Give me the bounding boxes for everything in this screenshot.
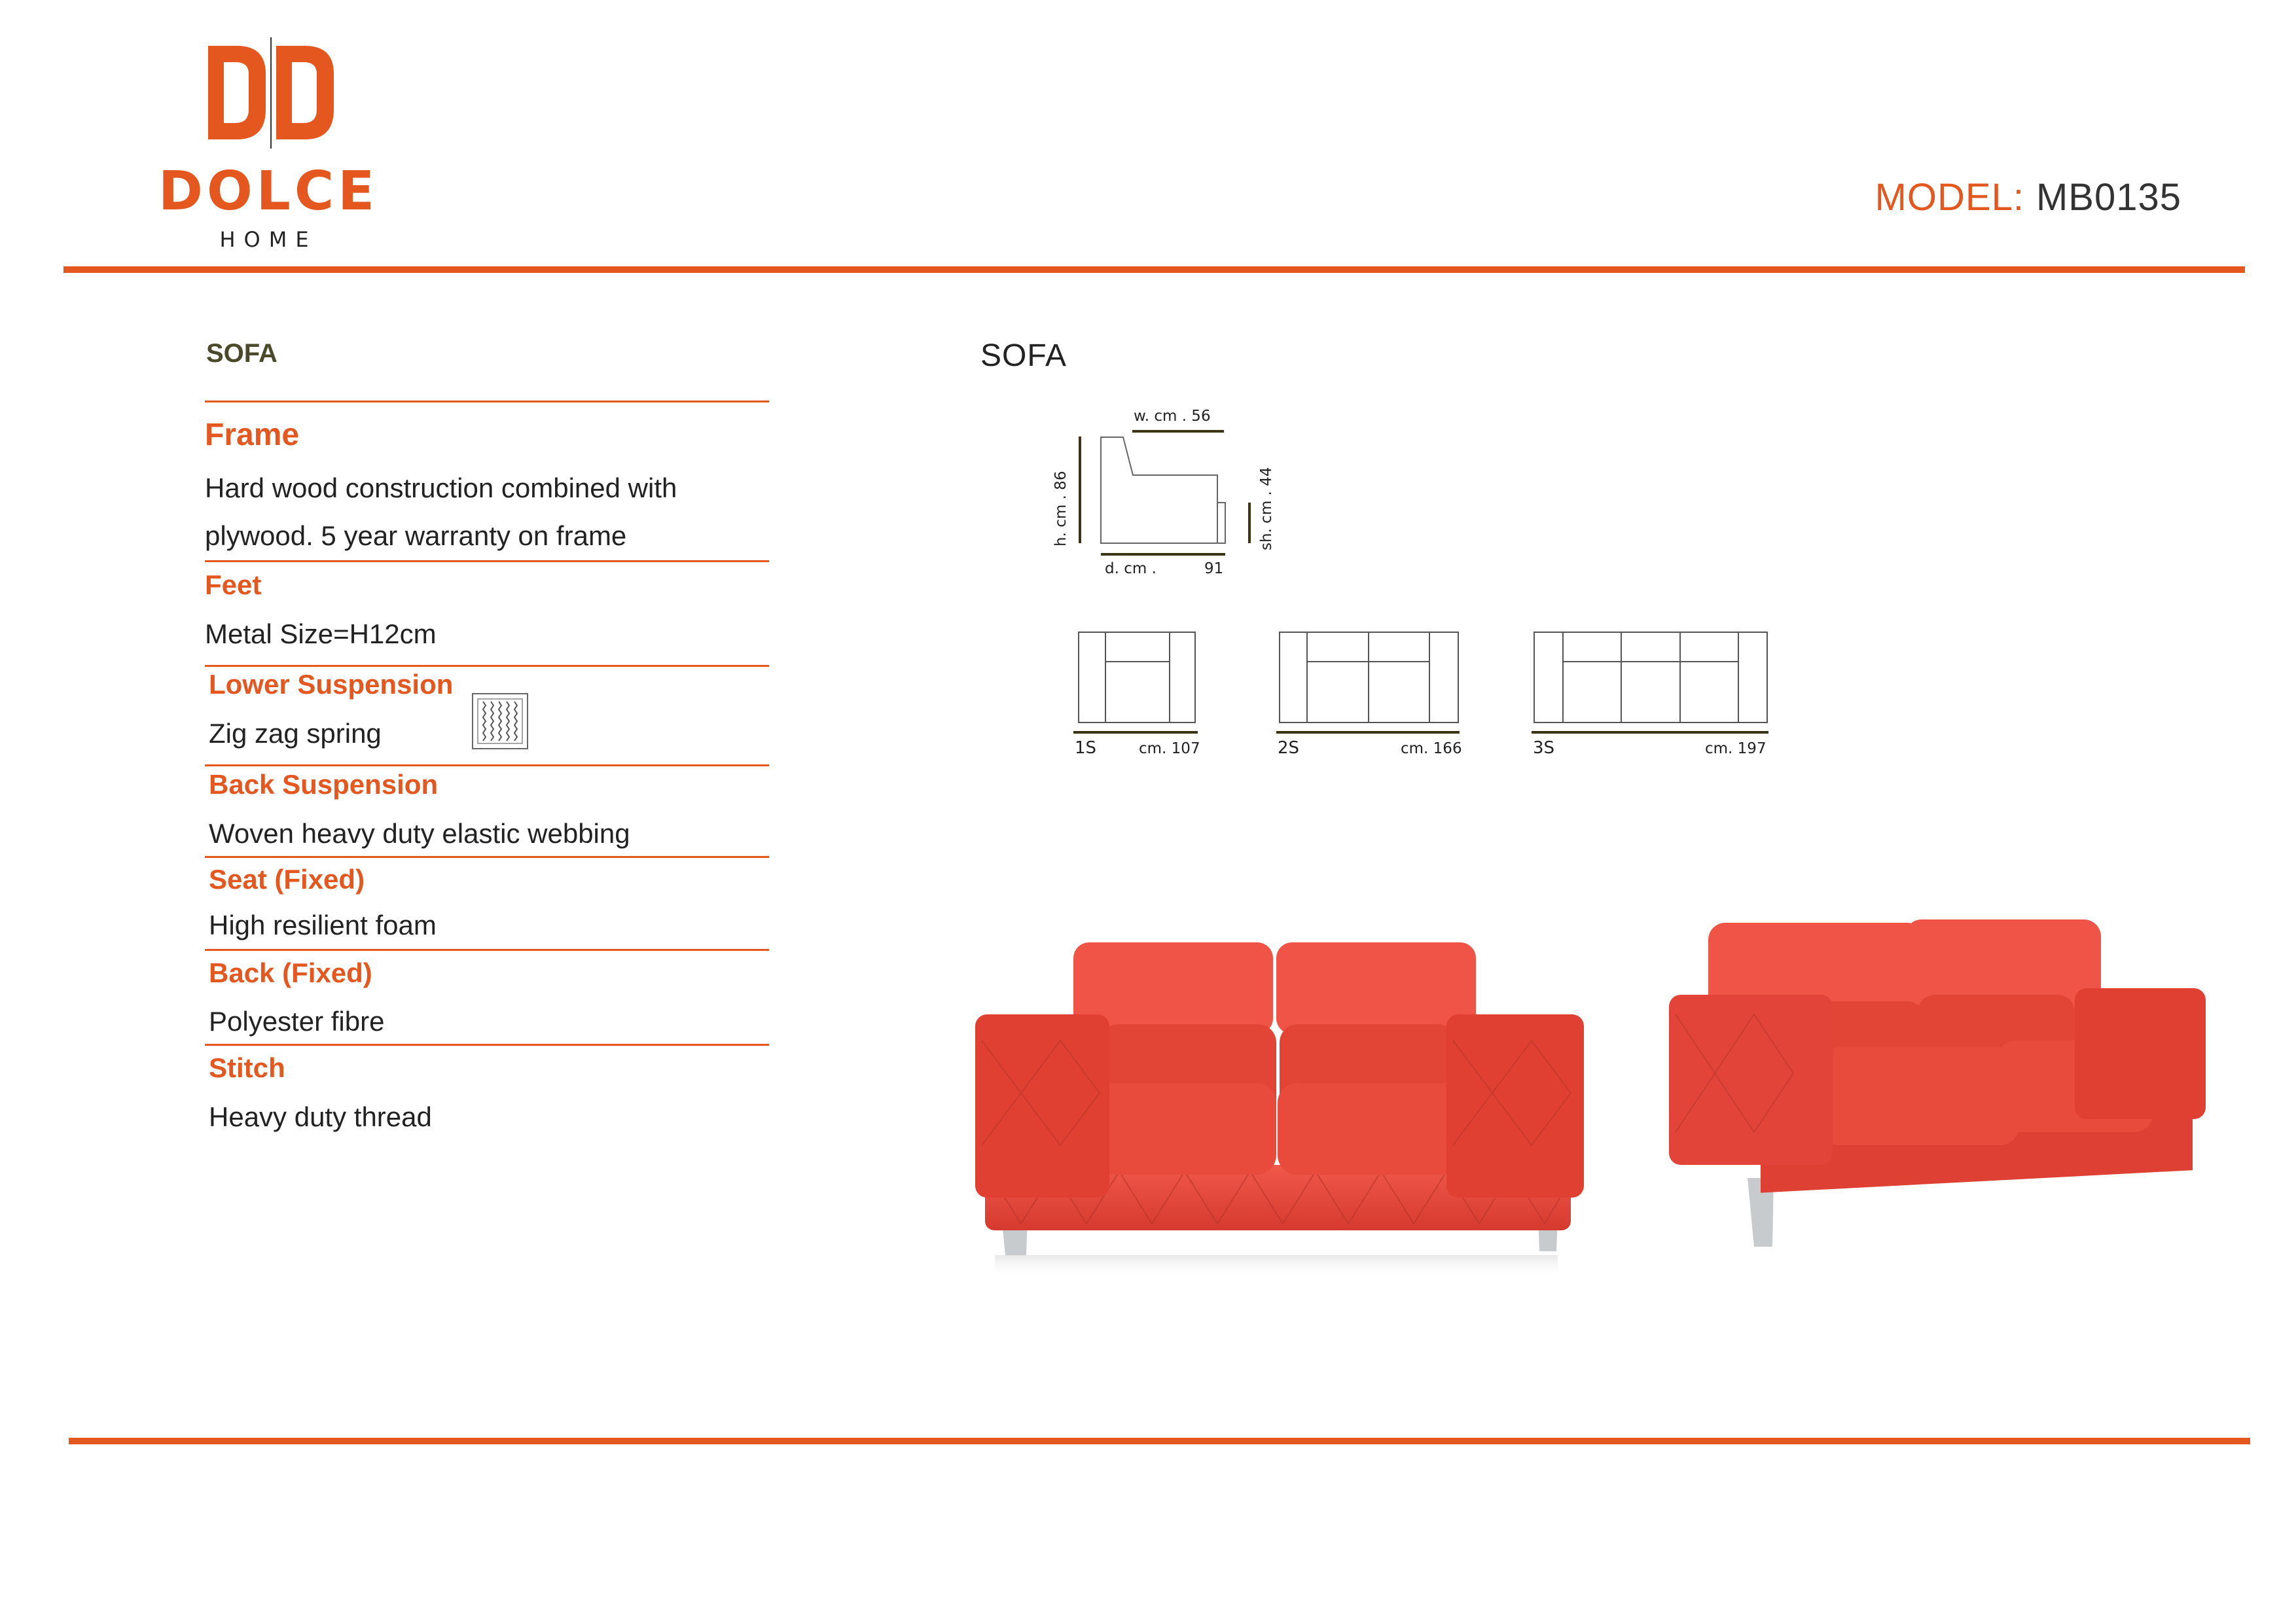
length-bar (1073, 731, 1198, 734)
spec-divider (205, 401, 769, 402)
depth-value: . (1151, 560, 1157, 577)
size-length: cm. 197 (1705, 740, 1767, 757)
plan-2s (1276, 632, 1466, 769)
spec-divider (205, 665, 769, 667)
spec-heading-lower-suspension: Lower Suspension (209, 669, 454, 700)
plan-line (1306, 632, 1308, 723)
spec-text-stitch: Heavy duty thread (209, 1101, 432, 1132)
size-code: 1S (1075, 738, 1097, 758)
spec-text-seat: High resilient foam (209, 910, 437, 940)
plan-3s (1532, 632, 1774, 769)
seat-height-label: sh. cm (1258, 500, 1275, 550)
depth-bar (1101, 553, 1225, 556)
seat-height-bar (1248, 503, 1251, 543)
plan-line (1105, 661, 1169, 662)
plan-line (1562, 661, 1739, 662)
header-divider (63, 266, 2245, 273)
plan-line (1105, 632, 1106, 723)
seat-height-value: . 44 (1258, 467, 1275, 496)
length-bar (1532, 731, 1768, 734)
spec-divider (205, 856, 769, 858)
plan-line (1621, 632, 1622, 723)
brand-logo (151, 36, 386, 252)
plan-outline (1078, 632, 1196, 723)
sofa-photo-front (975, 942, 1584, 1283)
depth-dimension (1105, 560, 1157, 577)
spec-heading-stitch: Stitch (209, 1052, 285, 1083)
plan-1s (1073, 632, 1204, 769)
side-view-diagram (1047, 402, 1283, 586)
model-label: MODEL: (1874, 176, 2024, 219)
height-bar (1079, 437, 1081, 543)
spec-heading-back-suspension: Back Suspension (209, 769, 439, 800)
height-label: h. cm (1052, 504, 1069, 546)
dd-monogram-icon (151, 36, 386, 154)
plan-line (1368, 632, 1369, 723)
length-bar (1276, 731, 1460, 734)
spec-heading-seat: Seat (Fixed) (209, 864, 365, 895)
brand-name: DOLCE (158, 160, 379, 223)
plan-line (1169, 632, 1170, 723)
spec-text-frame-1: Hard wood construction combined with (205, 473, 677, 503)
depth-label: d. cm (1105, 560, 1147, 577)
spec-text-back: Polyester fibre (209, 1006, 385, 1037)
plan-outline (1534, 632, 1768, 723)
spec-divider (205, 949, 769, 951)
plan-line (1429, 632, 1430, 723)
model-number (1875, 175, 2181, 219)
spec-text-back-suspension: Woven heavy duty elastic webbing (209, 818, 630, 849)
spec-heading-back: Back (Fixed) (209, 957, 372, 988)
width-value: . 56 (1181, 408, 1211, 425)
width-label: w. cm (1134, 408, 1177, 425)
plan-line (1679, 632, 1681, 723)
spec-heading-frame: Frame (205, 418, 300, 452)
footer-divider (69, 1438, 2250, 1444)
height-value: . 86 (1052, 471, 1069, 500)
spec-heading-feet: Feet (205, 569, 262, 600)
width-dimension (1134, 408, 1211, 425)
seat-height-dimension (1258, 467, 1275, 550)
diagram-title: SOFA (980, 338, 1067, 373)
height-dimension (1052, 471, 1069, 546)
plan-line (1562, 632, 1564, 723)
plan-line (1738, 632, 1739, 723)
size-length: cm. 166 (1401, 740, 1462, 757)
sofa-photo-angle (1669, 916, 2206, 1257)
size-length: cm. 107 (1139, 740, 1200, 757)
model-value: MB0135 (2036, 176, 2181, 219)
size-code: 3S (1533, 738, 1555, 758)
spec-text-feet: Metal Size=H12cm (205, 618, 437, 649)
zigzag-spring-icon (471, 692, 529, 750)
spec-text-frame-2: plywood. 5 year warranty on frame (205, 520, 627, 551)
depth-number: 91 (1204, 560, 1224, 577)
spec-divider (205, 764, 769, 766)
brand-sub: HOME (219, 227, 317, 252)
spec-divider (205, 1044, 769, 1046)
spec-divider (205, 560, 769, 562)
spec-text-lower-suspension: Zig zag spring (209, 718, 382, 749)
width-bar (1132, 430, 1224, 433)
size-code: 2S (1278, 738, 1300, 758)
spec-title: SOFA (206, 339, 278, 368)
plan-line (1306, 661, 1429, 662)
